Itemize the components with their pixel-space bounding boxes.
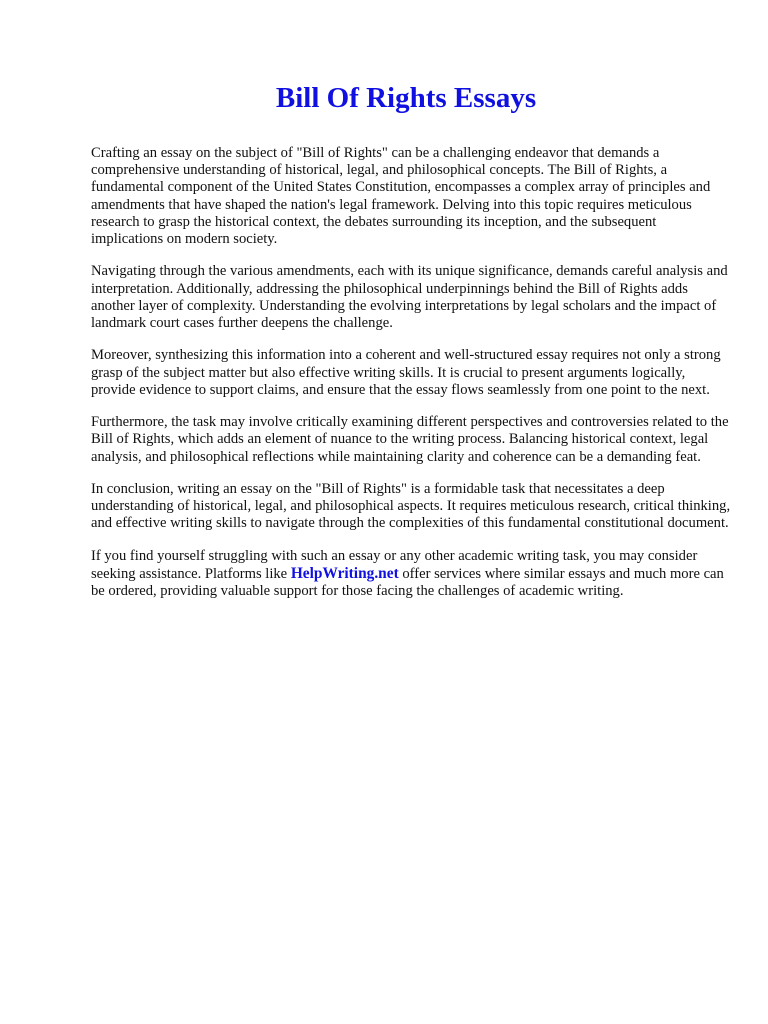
helpwriting-link[interactable]: HelpWriting.net (290, 565, 399, 582)
paragraph-1: Crafting an essay on the subject of "Bill of Rights" can be a challenging endeavor that demands a comprehensive understanding of historical, legal, and philosophical concepts. The Bill of Rights, a fundamental component of the United States Constitution, encompasses a complex array of principles and amendments that have shaped the nation's legal framework. Delving into this topic requires meticulous research to grasp the historical context, the debates surrounding its inception, and the subsequent implications on modern society. (91, 145, 711, 248)
paragraph-5: In conclusion, writing an essay on the "Bill of Rights" is a formidable task that necessitates a deep understanding of historical, legal, and philosophical aspects. It requires meticulous research, critical thinking, and effective writing skills to navigate through the complexities of this fundamental constitutional document. (91, 481, 731, 532)
paragraph-6-outro: offer services where similar essays and much more can be ordered, providing valuable support for those facing the challenges of academic writing. (91, 566, 724, 600)
paragraph-3: Moreover, synthesizing this information into a coherent and well-structured essay requires not only a strong grasp of the subject matter but also effective writing skills. It is crucial to present arguments logically, provide evidence to support claims, and ensure that the essay flows seamlessly from one point to the next. (91, 347, 721, 398)
paragraph-6 (91, 548, 731, 601)
paragraph-6-intro: If you find yourself struggling with such an essay or any other academic writing task, you may consider seeking assistance. Platforms like (91, 547, 698, 582)
essay-body (91, 145, 731, 616)
paragraph-2: Navigating through the various amendments, each with its unique significance, demands careful analysis and interpretation. Additionally, addressing the philosophical underpinnings behind the Bill of Rights adds another layer of complexity. Understanding the evolving interpretations by legal scholars and the impact of landmark court cases further deepens the challenge. (91, 263, 728, 332)
paragraph-4: Furthermore, the task may involve critically examining different perspectives and controversies related to the Bill of Rights, which adds an element of nuance to the writing process. Balancing historical context, legal analysis, and philosophical reflections while maintaining clarity and coherence can be a demanding feat. (91, 414, 729, 465)
page-title: Bill Of Rights Essays (275, 82, 537, 114)
